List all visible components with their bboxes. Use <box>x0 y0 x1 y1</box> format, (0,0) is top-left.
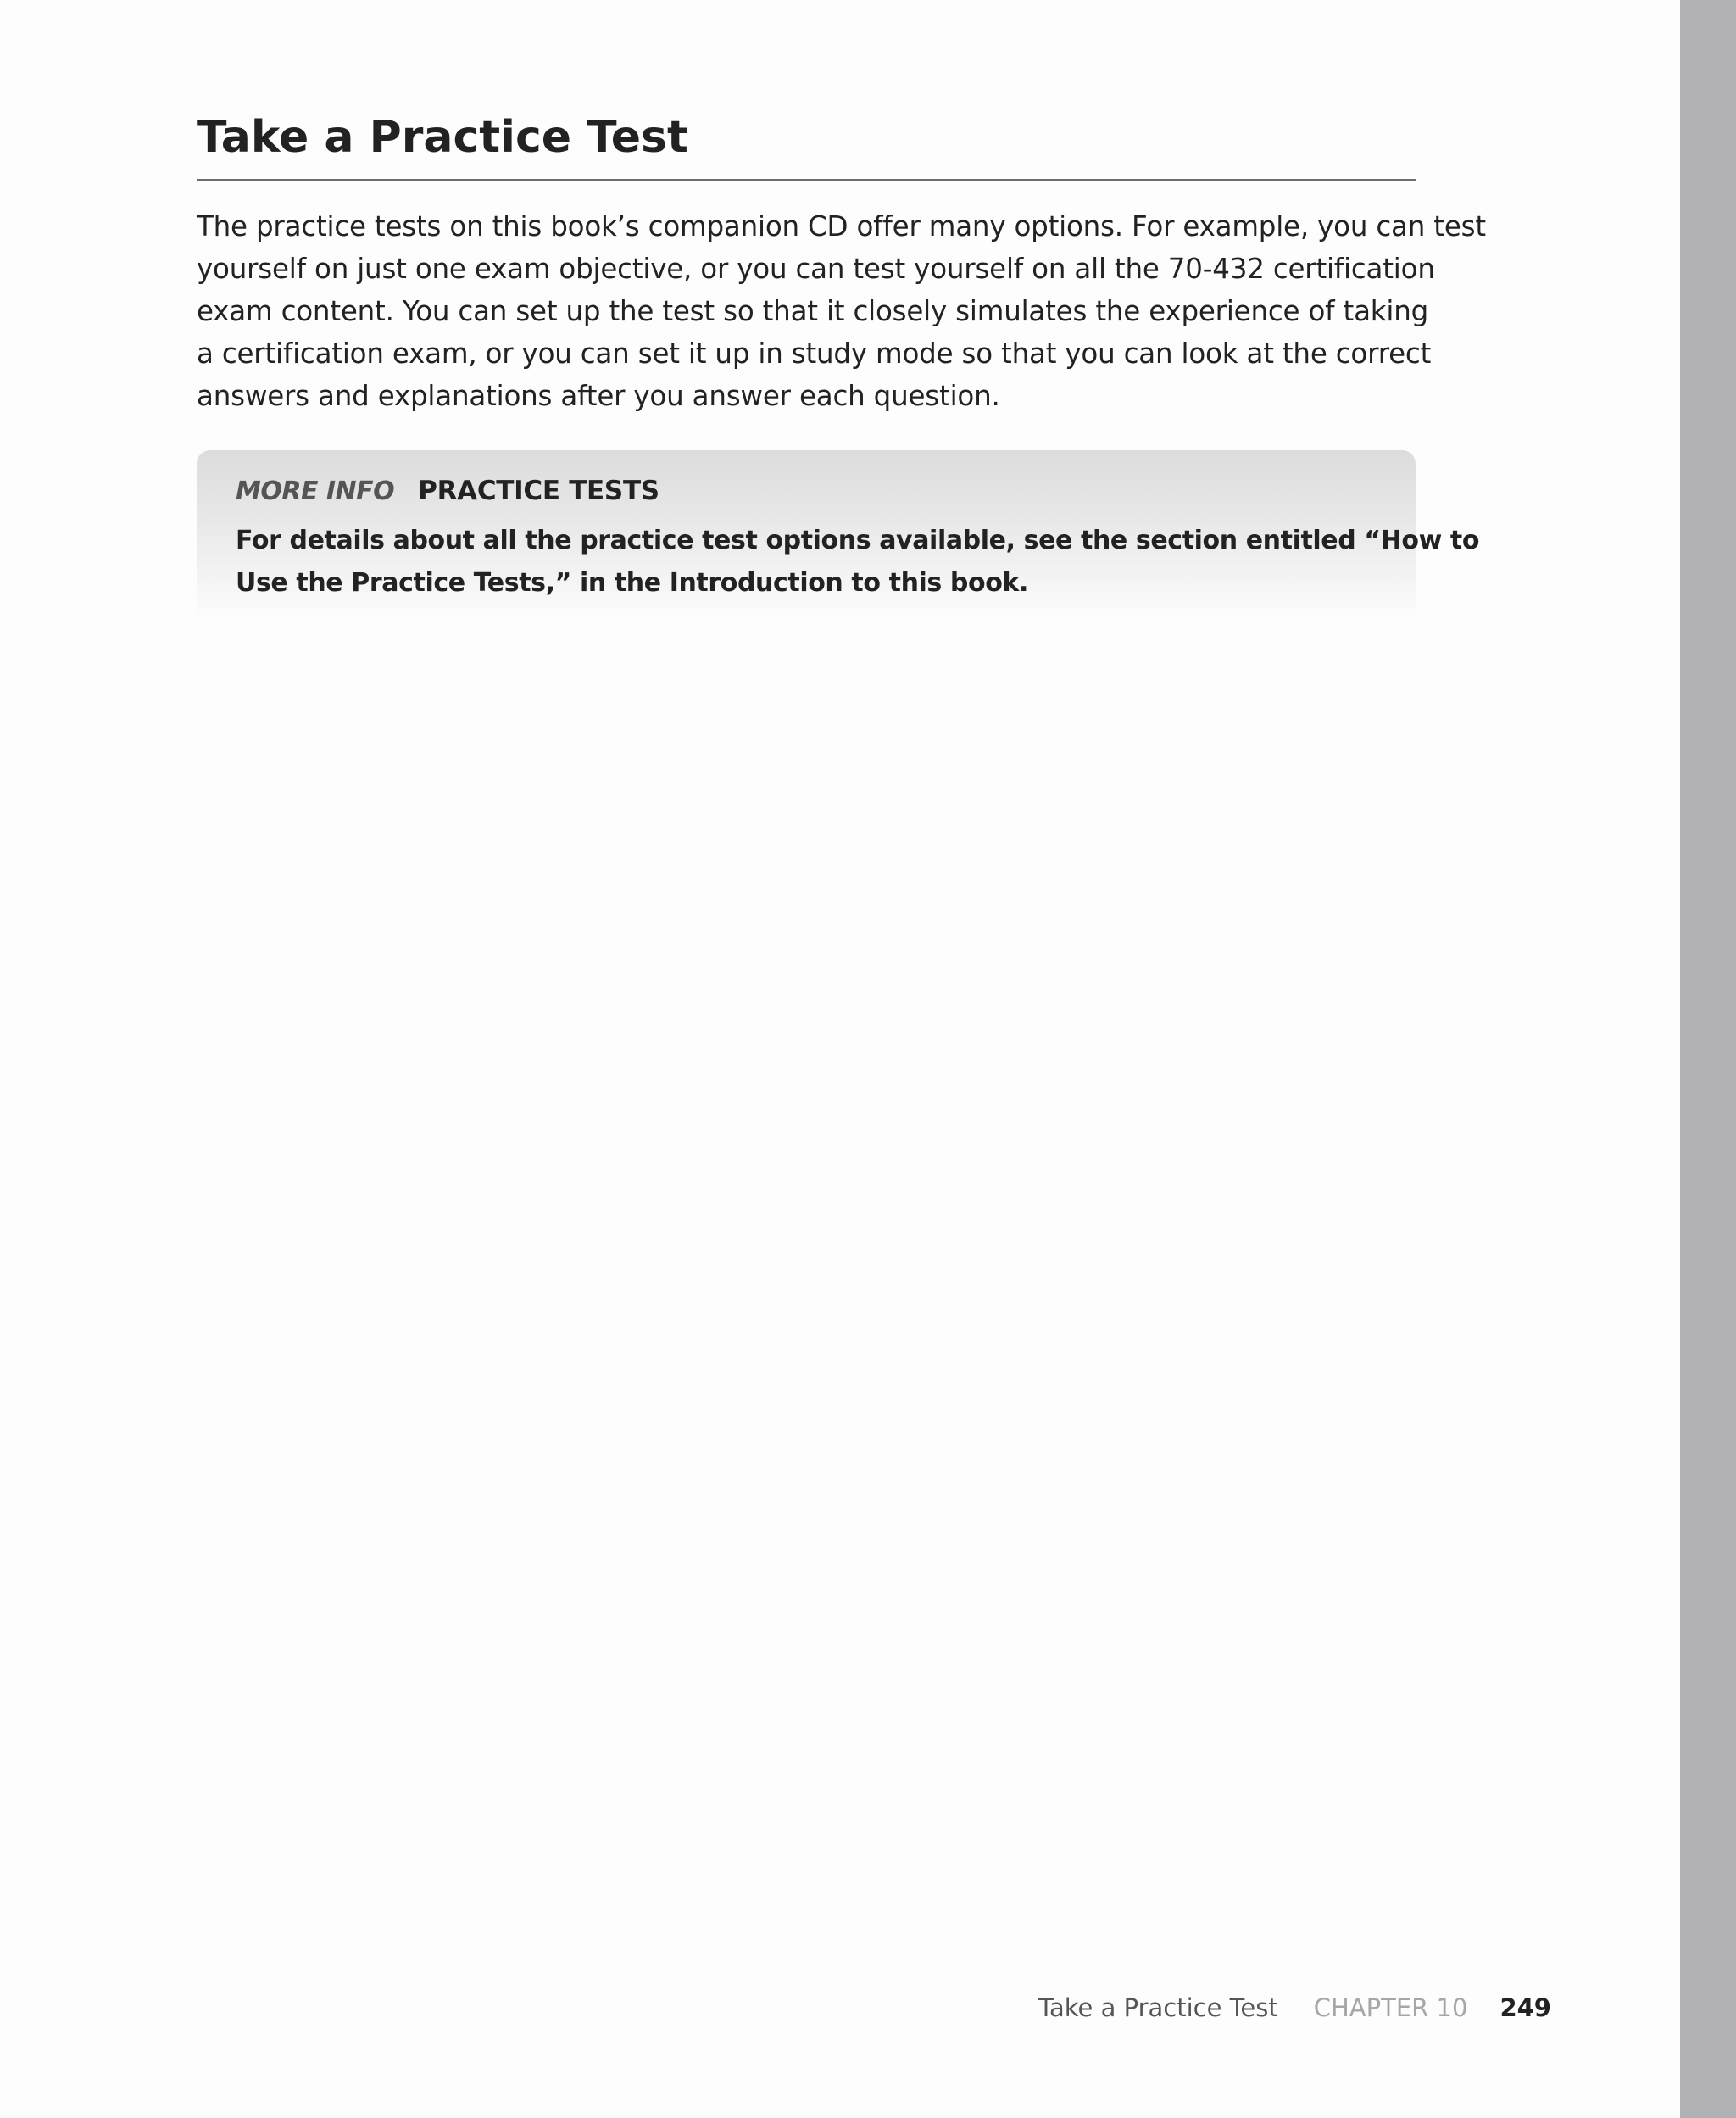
body-line: answers and explanations after you answer each question. <box>197 380 1000 412</box>
body-line: yourself on just one exam objective, or you can test yourself on all the 70-432 certification <box>197 253 1435 285</box>
chapter-thumb-tab <box>1680 0 1736 2118</box>
body-line: exam content. You can set up the test so that it closely simulates the experience of taking <box>197 295 1429 327</box>
body-line: The practice tests on this book’s companion CD offer many options. For example, you can test <box>197 210 1486 242</box>
page-footer <box>1038 1989 1551 2031</box>
body-paragraph <box>197 205 1486 417</box>
more-info-box <box>197 450 1480 618</box>
more-info-body <box>236 520 1480 605</box>
more-info-label: MORE INFO <box>236 477 395 506</box>
section-title: Take a Practice Test <box>197 112 688 163</box>
more-info-line: For details about all the practice test options available, see the section entitled “How to <box>236 526 1480 555</box>
title-divider <box>197 179 1416 181</box>
page-number: 249 <box>1500 1993 1551 2022</box>
footer-chapter-label: CHAPTER 10 <box>1313 1993 1468 2022</box>
footer-running-title: Take a Practice Test <box>1038 1993 1278 2022</box>
more-info-line: Use the Practice Tests,” in the Introduction to this book. <box>236 568 1028 598</box>
more-info-topic: PRACTICE TESTS <box>418 476 659 506</box>
more-info-header <box>236 471 659 516</box>
body-line: a certification exam, or you can set it up in study mode so that you can look at the correct <box>197 337 1432 370</box>
